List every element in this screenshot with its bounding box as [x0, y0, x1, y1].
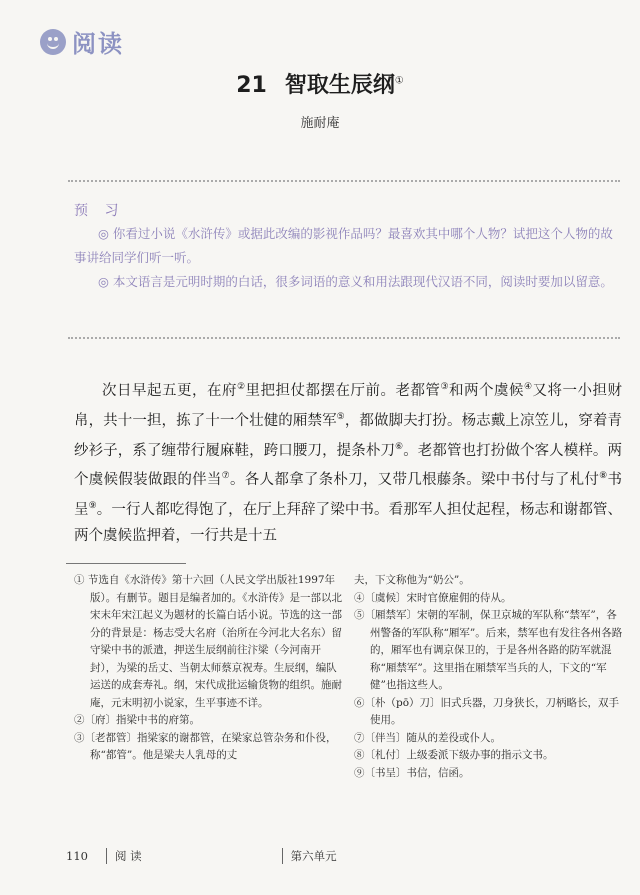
smiley-icon — [40, 29, 66, 55]
footer-divider — [282, 848, 283, 864]
footer-unit-label: 第六单元 — [290, 849, 337, 863]
footnote-rule — [66, 563, 186, 564]
section-header — [40, 24, 124, 59]
footnote: ⑧〔札付〕上级委派下级办事的指示文书。 — [354, 749, 554, 761]
footnote-ref: ⑤ — [336, 411, 345, 422]
lesson-number: 21 — [236, 73, 267, 98]
main-text — [74, 374, 622, 549]
footnote-ref: ⑥ — [395, 441, 404, 452]
main-paragraph: 次日早起五更，在府②里把担仗都摆在厅前。老都管③和两个虞候④又将一小担财帛，共十一担，拣了十一个壮健的厢禁军⑤，都做脚夫打扮。杨志戴上凉笠儿，穿着青纱衫子，系了缠带行履麻鞋，跨口腰刀，提条朴刀⑥。老都管也打扮做个客人模样。两个虞候假装做跟的伴当⑦。各人都拿了条朴刀，又带几根藤条。梁中书付与了札付⑧书呈⑨。一行人都吃得饱了，在厅上拜辞了梁中书。看那军人担仗起程，杨志和谢都管、两个虞候监押着，一行共是十五 — [74, 382, 623, 545]
footnotes-right-column — [354, 572, 624, 782]
section-title: 阅读 — [72, 30, 124, 58]
footnote: ⑥〔朴（pō）刀〕旧式兵器，刀身狭长，刀柄略长，双手使用。 — [354, 696, 620, 726]
preview-section — [74, 222, 624, 294]
footer-section-label: 阅 读 — [114, 849, 142, 863]
footnote-ref: ⑧ — [599, 471, 608, 482]
footer-divider — [106, 848, 107, 864]
footnotes-left-column — [74, 572, 344, 782]
footnote: ⑨〔书呈〕书信，信函。 — [354, 766, 470, 779]
footnote-ref: ④ — [523, 382, 533, 392]
author: 施耐庵 — [300, 116, 340, 131]
footnote: ⑦〔伴当〕随从的差役或仆人。 — [354, 731, 501, 744]
preview-item: ◎ 你看过小说《水浒传》或据此改编的影视作品吗？最喜欢其中哪个人物？试把这个人物的故事讲给同学们听一听。 — [74, 226, 613, 265]
footnote: ③〔老都管〕指梁家的谢都管，在梁家总管杂务和仆役，称“都管”。他是梁夫人乳母的丈 — [74, 731, 337, 761]
footnote-ref: ⑦ — [221, 471, 231, 482]
preview-item: ◎ 本文语言是元明时期的白话，很多词语的意义和用法跟现代汉语不同，阅读时要加以留意。 — [98, 274, 613, 289]
footnotes — [74, 572, 624, 782]
page-number: 110 — [66, 849, 88, 863]
dotted-divider-bottom — [68, 337, 620, 339]
footnote: 夫，下文称他为“奶公”。 — [354, 574, 470, 586]
footnote: ⑤〔厢禁军〕宋朝的军制，保卫京城的军队称“禁军”，各州警备的军队称“厢军”。后来，禁军也有发往各州各路的，厢军也有调京保卫的，于是各州各路的防军就混称“厢禁军”。这里指在厢禁军当兵的人，下文的“军健”也指这些人。 — [354, 609, 623, 691]
footnote: ① 节选自《水浒传》第十六回（人民文学出版社1997年版）。有删节。题目是编者加的。《水浒传》是一部以北宋末年宋江起义为题材的长篇白话小说。节选的这一部分的背景是：杨志受大名府（治所在今河北大名东）留守梁中书的派遣，押送生辰纲前往汴梁（今河南开封），为梁的岳丈、当朝太师蔡京祝寿。生辰纲，编队运送的成套寿礼。纲，宋代成批运输货物的组织。施耐庵，元末明初小说家，生平事迹不详。 — [74, 574, 342, 709]
footnote-ref: ⑨ — [88, 501, 97, 512]
footnote: ②〔府〕指梁中书的府第。 — [74, 714, 200, 726]
lesson-note-mark: ① — [394, 75, 404, 87]
page-footer — [66, 848, 626, 864]
footnote-ref: ② — [236, 382, 246, 392]
footnote: ④〔虞候〕宋时官僚雇佣的侍从。 — [354, 591, 512, 604]
preview-heading: 预 习 — [74, 203, 125, 219]
lesson-title — [0, 68, 640, 99]
dotted-divider-top — [68, 180, 620, 182]
lesson-name: 智取生辰纲 — [284, 73, 395, 98]
footnote-ref: ③ — [440, 382, 449, 392]
